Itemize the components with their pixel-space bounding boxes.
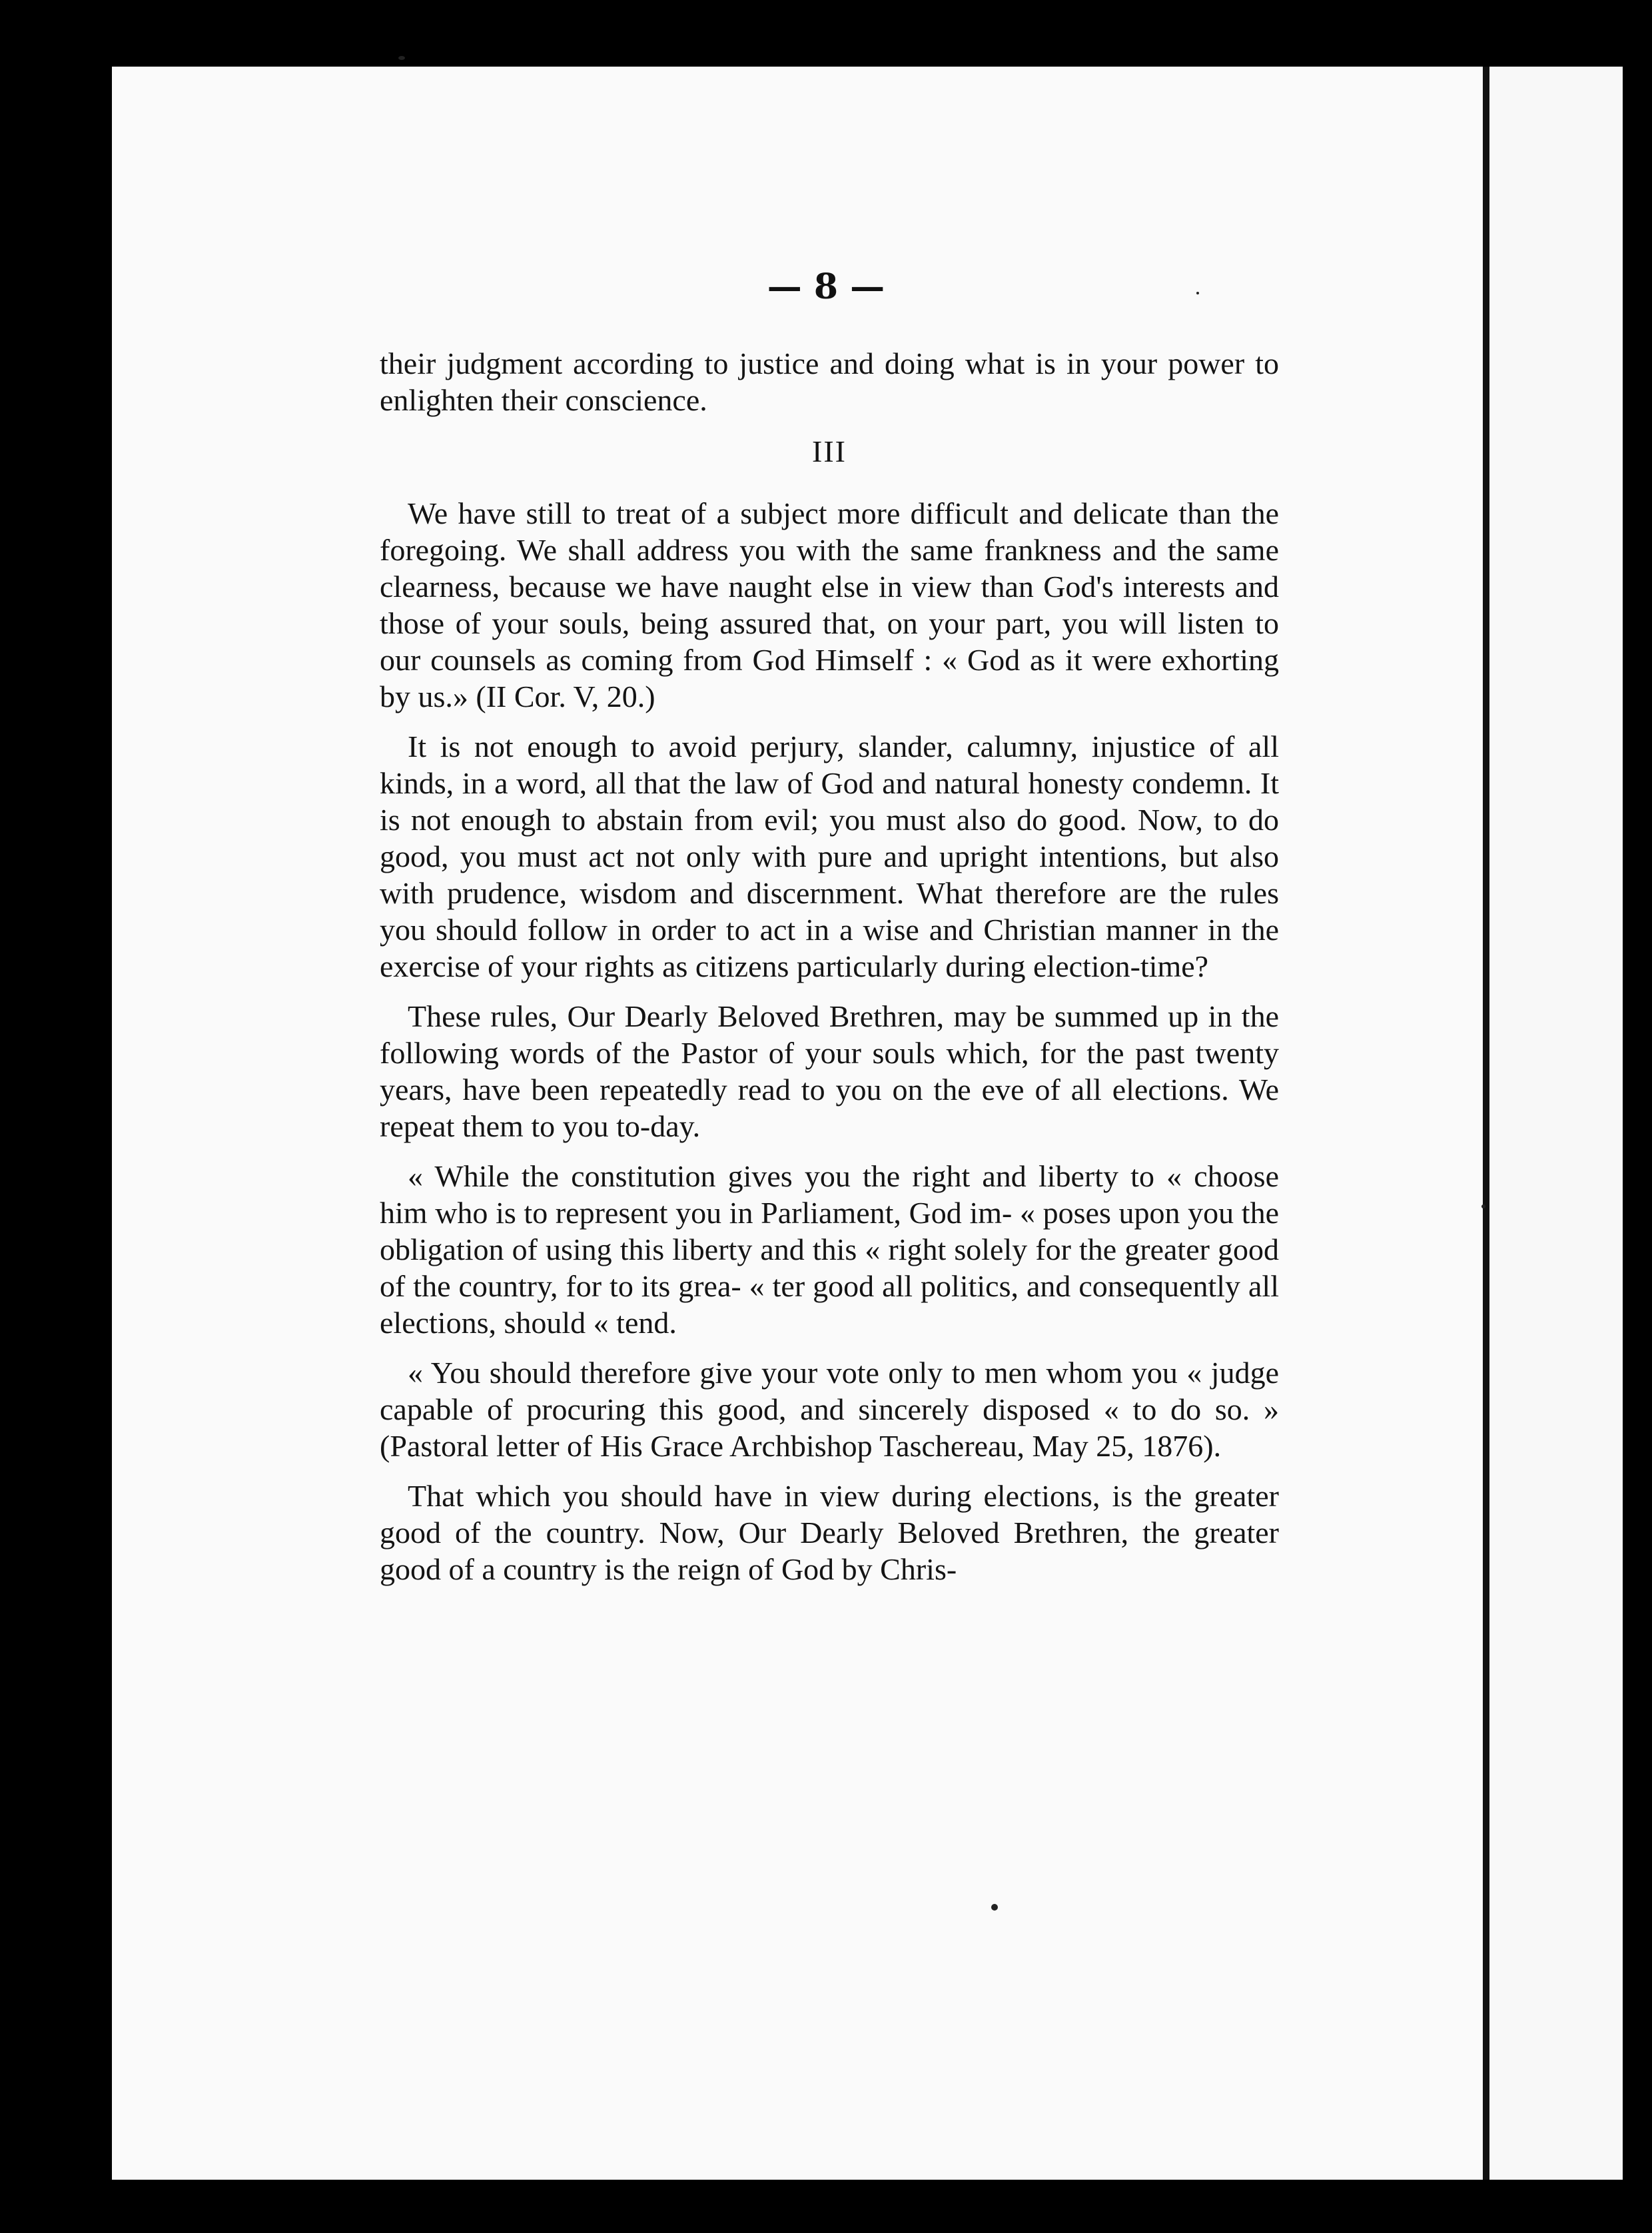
paragraph: It is not enough to avoid perjury, slander, calumny, injustice of all kinds, in a word, all that the law of God and natural honesty condemn. It is not enough to abstain from evil; you must also do good. Now, to do good, you must act not only with pure and upright intentions, but also with prudence, wisdom and discernment. What therefore are the rules you should follow in order to act in a wise and Christian manner in the exercise of your rights as citizens particularly during election-time? (380, 729, 1279, 983)
quoted-paragraph: « You should therefore give your vote only to men whom you « judge capable of procuring this good, and sincerely disposed « to do so. » (Pastoral letter of His Grace Archbishop Taschereau, May 25, 1876). (380, 1356, 1279, 1463)
quoted-paragraph: « While the constitution gives you the right and liberty to « choose him who is to represent you in Parliament, God im- « poses upon you the obligation of using this liberty and this « right solely for the greater good of the country, for to its grea- « ter good all politics, and consequently all elections, should « tend. (380, 1159, 1279, 1340)
section-heading: III (812, 434, 847, 468)
page-number: — 8 — (767, 266, 885, 307)
paragraph: That which you should have in view during elections, is the greater good of the country. Now, Our Dearly Beloved Brethren, the greater good of a country is the reign of God by Chris- (380, 1479, 1279, 1586)
paragraph: We have still to treat of a subject more difficult and delicate than the foregoing. We shall address you with the same frankness and the same clearness, because we have naught else in view than God's interests and those of your souls, being assured that, on your part, you will listen to our counsels as coming from God Himself : « God as it were exhorting by us.» (II Cor. V, 20.) (380, 496, 1279, 713)
page-fold-line (1483, 67, 1489, 2180)
paragraph-continuation: their judgment according to justice and doing what is in your power to enlighten their conscience. (380, 346, 1279, 417)
adjacent-page-edge (1489, 67, 1623, 2180)
paragraph: These rules, Our Dearly Beloved Brethren, may be summed up in the following words of the Pastor of your souls which, for the past twenty years, have been repeatedly read to you on the eve of all elections. We repeat them to you to-day. (380, 999, 1279, 1143)
body-text (380, 345, 1279, 1601)
